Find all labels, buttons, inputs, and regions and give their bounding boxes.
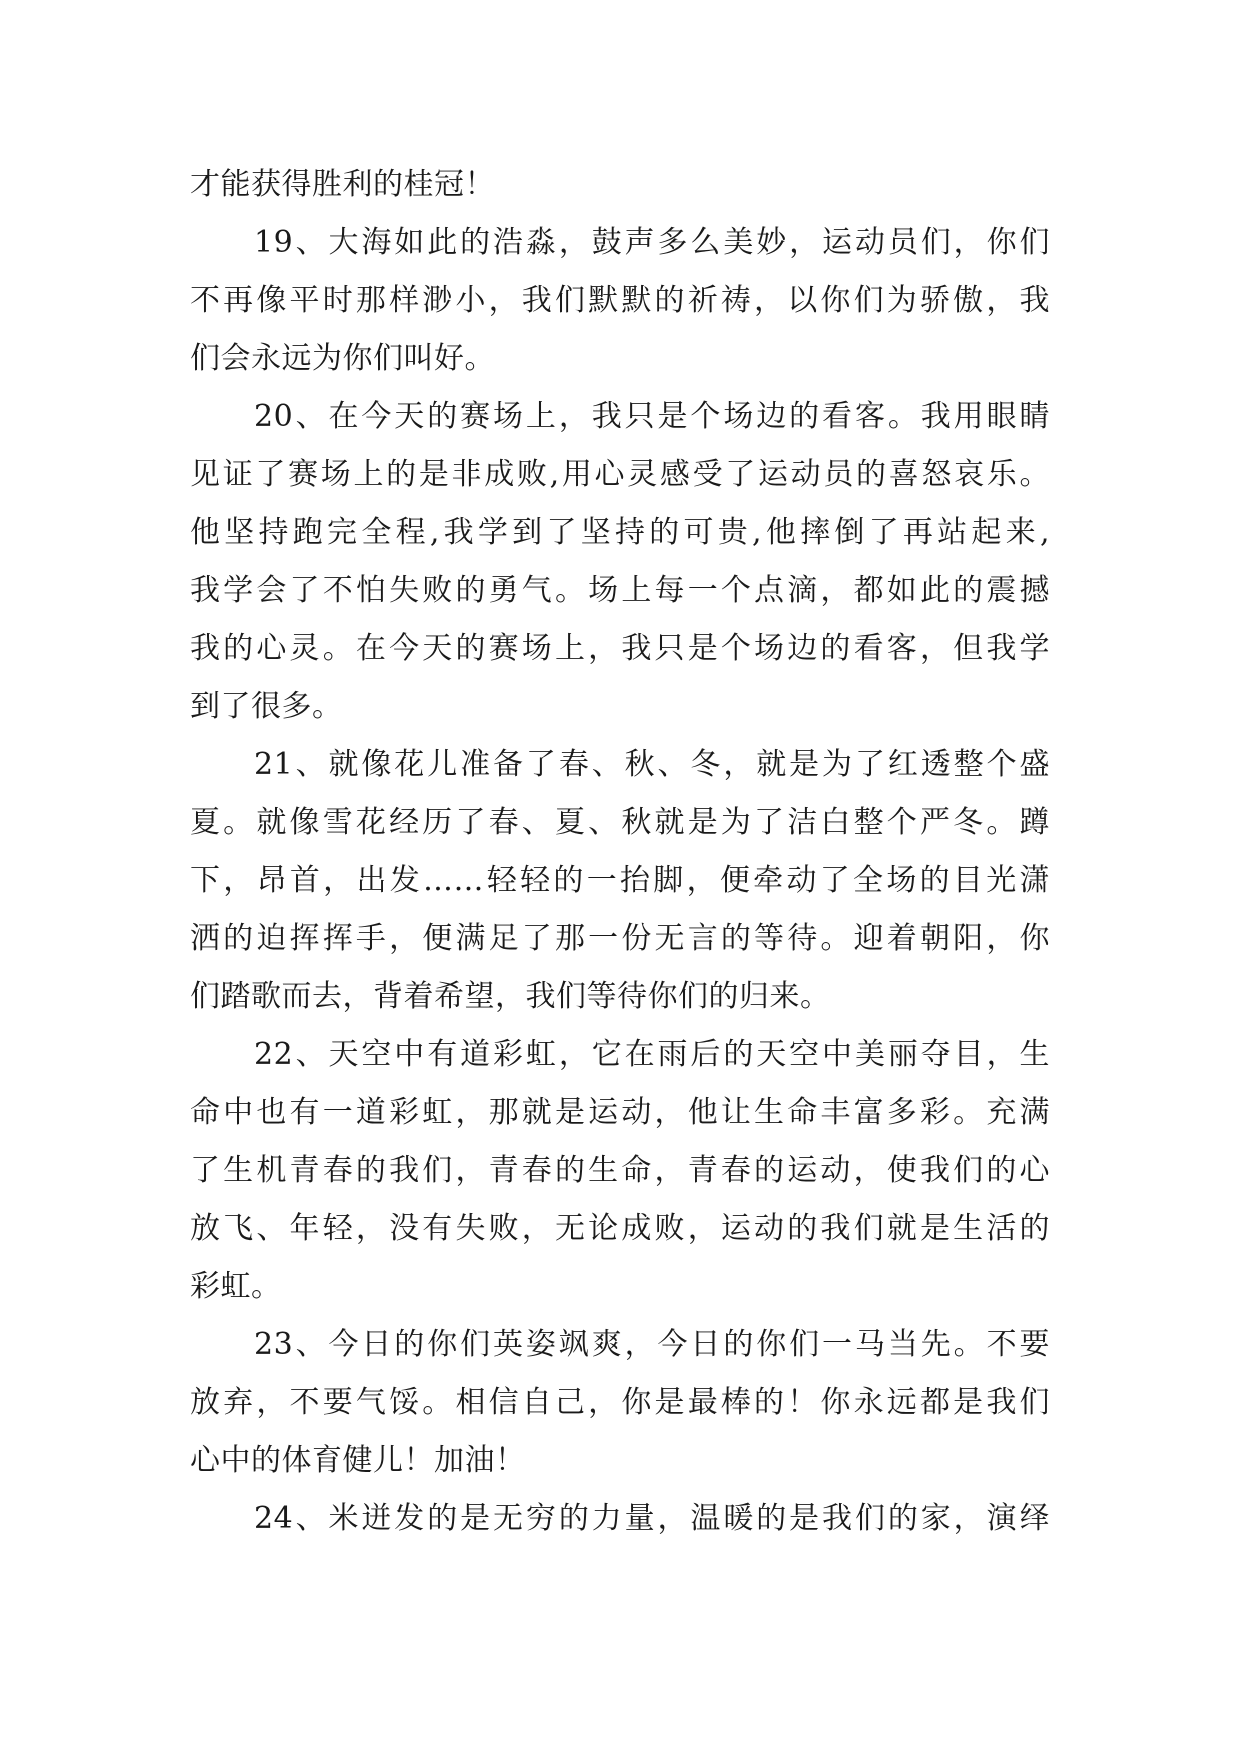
text-line: 们踏歌而去，背着希望，我们等待你们的归来。: [190, 979, 831, 1014]
text-line: 下，昂首，出发……轻轻的一抬脚，便牵动了全场的目光潇: [190, 863, 1050, 898]
text-line: 我学会了不怕失败的勇气。场上每一个点滴，都如此的震撼: [190, 573, 1050, 608]
text-line: 夏。就像雪花经历了春、夏、秋就是为了洁白整个严冬。蹲: [190, 805, 1050, 840]
text-line: 我的心灵。在今天的赛场上，我只是个场边的看客，但我学: [190, 631, 1050, 666]
text-line: 才能获得胜利的桂冠！: [190, 167, 495, 202]
text-line: 到了很多。: [190, 689, 343, 724]
text-line: 他坚持跑完全程,我学到了坚持的可贵,他摔倒了再站起来,: [190, 515, 1050, 550]
text-line: 洒的迫挥挥手，便满足了那一份无言的等待。迎着朝阳，你: [190, 921, 1050, 956]
text-line: 命中也有一道彩虹，那就是运动，他让生命丰富多彩。充满: [190, 1095, 1050, 1130]
text-line: 彩虹。: [190, 1269, 282, 1304]
paragraph-19-start: 19、大海如此的浩淼，鼓声多么美妙，运动员们，你们: [254, 225, 1050, 260]
paragraph-20-start: 20、在今天的赛场上，我只是个场边的看客。我用眼睛: [254, 399, 1050, 434]
document-body: [190, 156, 1050, 1548]
text-line: 了生机青春的我们，青春的生命，青春的运动，使我们的心: [190, 1153, 1050, 1188]
text-line: 心中的体育健儿！加油！: [190, 1443, 526, 1478]
paragraph-21-start: 21、就像花儿准备了春、秋、冬，就是为了红透整个盛: [254, 747, 1050, 782]
text-line: 放飞、年轻，没有失败，无论成败，运动的我们就是生活的: [190, 1211, 1050, 1246]
paragraph-23-start: 23、今日的你们英姿飒爽，今日的你们一马当先。不要: [254, 1327, 1050, 1362]
text-line: 们会永远为你们叫好。: [190, 341, 495, 376]
text-line: 不再像平时那样渺小，我们默默的祈祷，以你们为骄傲，我: [190, 283, 1050, 318]
text-line: 见证了赛场上的是非成败,用心灵感受了运动员的喜怒哀乐。: [190, 457, 1050, 492]
text-line: 放弃，不要气馁。相信自己，你是最棒的！你永远都是我们: [190, 1385, 1050, 1420]
paragraph-22-start: 22、天空中有道彩虹，它在雨后的天空中美丽夺目，生: [254, 1037, 1050, 1072]
paragraph-24-start: 24、米迸发的是无穷的力量，温暖的是我们的家，演绎: [254, 1501, 1050, 1536]
